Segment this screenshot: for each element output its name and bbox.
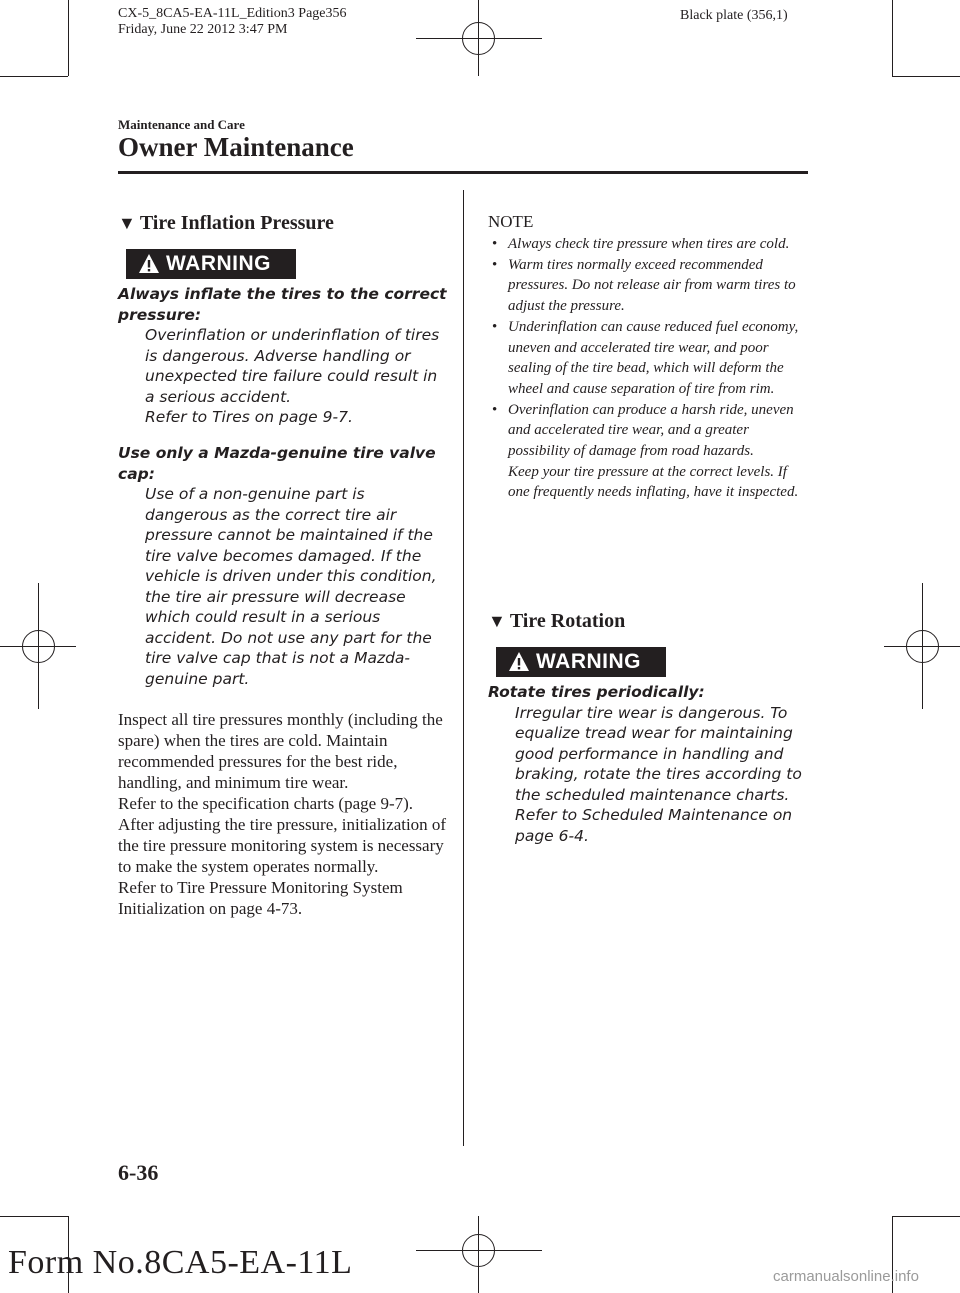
warning-triangle-icon: [508, 651, 530, 673]
bullet-icon: •: [492, 318, 498, 335]
down-triangle-icon: ▼: [118, 213, 136, 233]
bullet-icon: •: [492, 256, 498, 273]
para-refer-spec: Refer to the specification charts (page 9-7).: [118, 794, 414, 813]
para-refer-tpms: Refer to Tire Pressure Monitoring System Initialization on page 4-73.: [118, 878, 403, 918]
warning-label-1: WARNING: [166, 252, 271, 275]
print-info: [118, 6, 347, 38]
print-info-file: CX-5_8CA5-EA-11L_Edition3 Page356: [118, 6, 347, 21]
note-title: NOTE: [488, 212, 534, 231]
warning-block-1: [118, 284, 448, 428]
heading-tire-inflation-text: Tire Inflation Pressure: [139, 212, 334, 234]
print-info-date: Friday, June 22 2012 3:47 PM: [118, 22, 288, 37]
warning-block-2: [118, 443, 448, 689]
para-after-adjust: After adjusting the tire pressure, initialization of the tire pressure monitoring system is necessary to make the system operates normally.: [118, 815, 447, 876]
warning3-lead: Rotate tires periodically:: [488, 683, 705, 701]
page-number: 6-36: [118, 1160, 159, 1185]
warning2-body: Use of a non-genuine part is dangerous as the correct tire air pressure cannot be maintained if the tire valve becomes damaged. If the vehicle is driven under this condition, the tire air pressure will decrease which could result in a serious accident. Do not use any part for the tire valve cap that is not a Mazda-genuine part.: [145, 485, 437, 688]
page-title: Owner Maintenance: [118, 132, 354, 162]
warning-badge-1: [126, 249, 296, 279]
note-item-text: Warm tires normally exceed recommended pressures. Do not release air from warm tires to adjust the pressure.: [508, 256, 796, 315]
warning-badge-2: [496, 647, 666, 677]
note-item-text: Overinflation can produce a harsh ride, uneven and accelerated tire wear, and a greater possibility of damage from road hazards.: [508, 401, 794, 460]
heading-tire-inflation: [118, 212, 334, 235]
note-item: [488, 255, 808, 317]
body-paragraphs: [118, 709, 448, 919]
para-inspect: Inspect all tire pressures monthly (including the spare) when the tires are cold. Maintain recommended pressures for the best ride, handling, and minimum tire wear.: [118, 710, 443, 792]
warning1-ref: Refer to Tires on page 9-7.: [145, 408, 353, 426]
note-list: [488, 234, 808, 503]
warning2-lead: Use only a Mazda-genuine tire valve cap:: [118, 444, 436, 483]
bullet-icon: •: [492, 236, 498, 252]
plate-label: Black plate (356,1): [680, 8, 788, 23]
bullet-icon: •: [492, 401, 498, 418]
form-number: Form No.8CA5-EA-11L: [8, 1244, 353, 1281]
heading-tire-rotation-text: Tire Rotation: [509, 610, 626, 632]
note-item: [488, 400, 808, 504]
note-item: [488, 317, 808, 400]
warning1-body: Overinflation or underinflation of tires is dangerous. Adverse handling or unexpected tire failure could result in a serious accident.: [145, 326, 440, 406]
warning-label-2: WARNING: [536, 650, 641, 673]
warning1-lead: Always inflate the tires to the correct pressure:: [118, 285, 447, 324]
warning3-body: Irregular tire wear is dangerous. To equalize tread wear for maintaining good performance in handling and braking, rotate the tires according to the scheduled maintenance charts.: [515, 703, 802, 804]
warning3-ref: Refer to Scheduled Maintenance on page 6-4.: [515, 806, 793, 845]
note-item-text: Underinflation can cause reduced fuel economy, uneven and accelerated tire wear, and poor sealing of the tire bead, which will deform the wheel and cause separation of tire from rim.: [508, 318, 799, 397]
warning-block-3: [488, 682, 818, 846]
warning-triangle-icon: [138, 253, 160, 275]
section-label: Maintenance and Care: [118, 117, 245, 132]
note-extra: Keep your tire pressure at the correct levels. If one frequently needs inflating, have it inspected.: [508, 463, 799, 501]
watermark: carmanualsonline.info: [773, 1268, 919, 1285]
heading-tire-rotation: [488, 610, 625, 633]
note-item-text: Always check tire pressure when tires are cold.: [508, 236, 790, 252]
note-item: [488, 234, 808, 255]
title-rule: [118, 171, 808, 174]
down-triangle-icon: ▼: [488, 611, 506, 631]
